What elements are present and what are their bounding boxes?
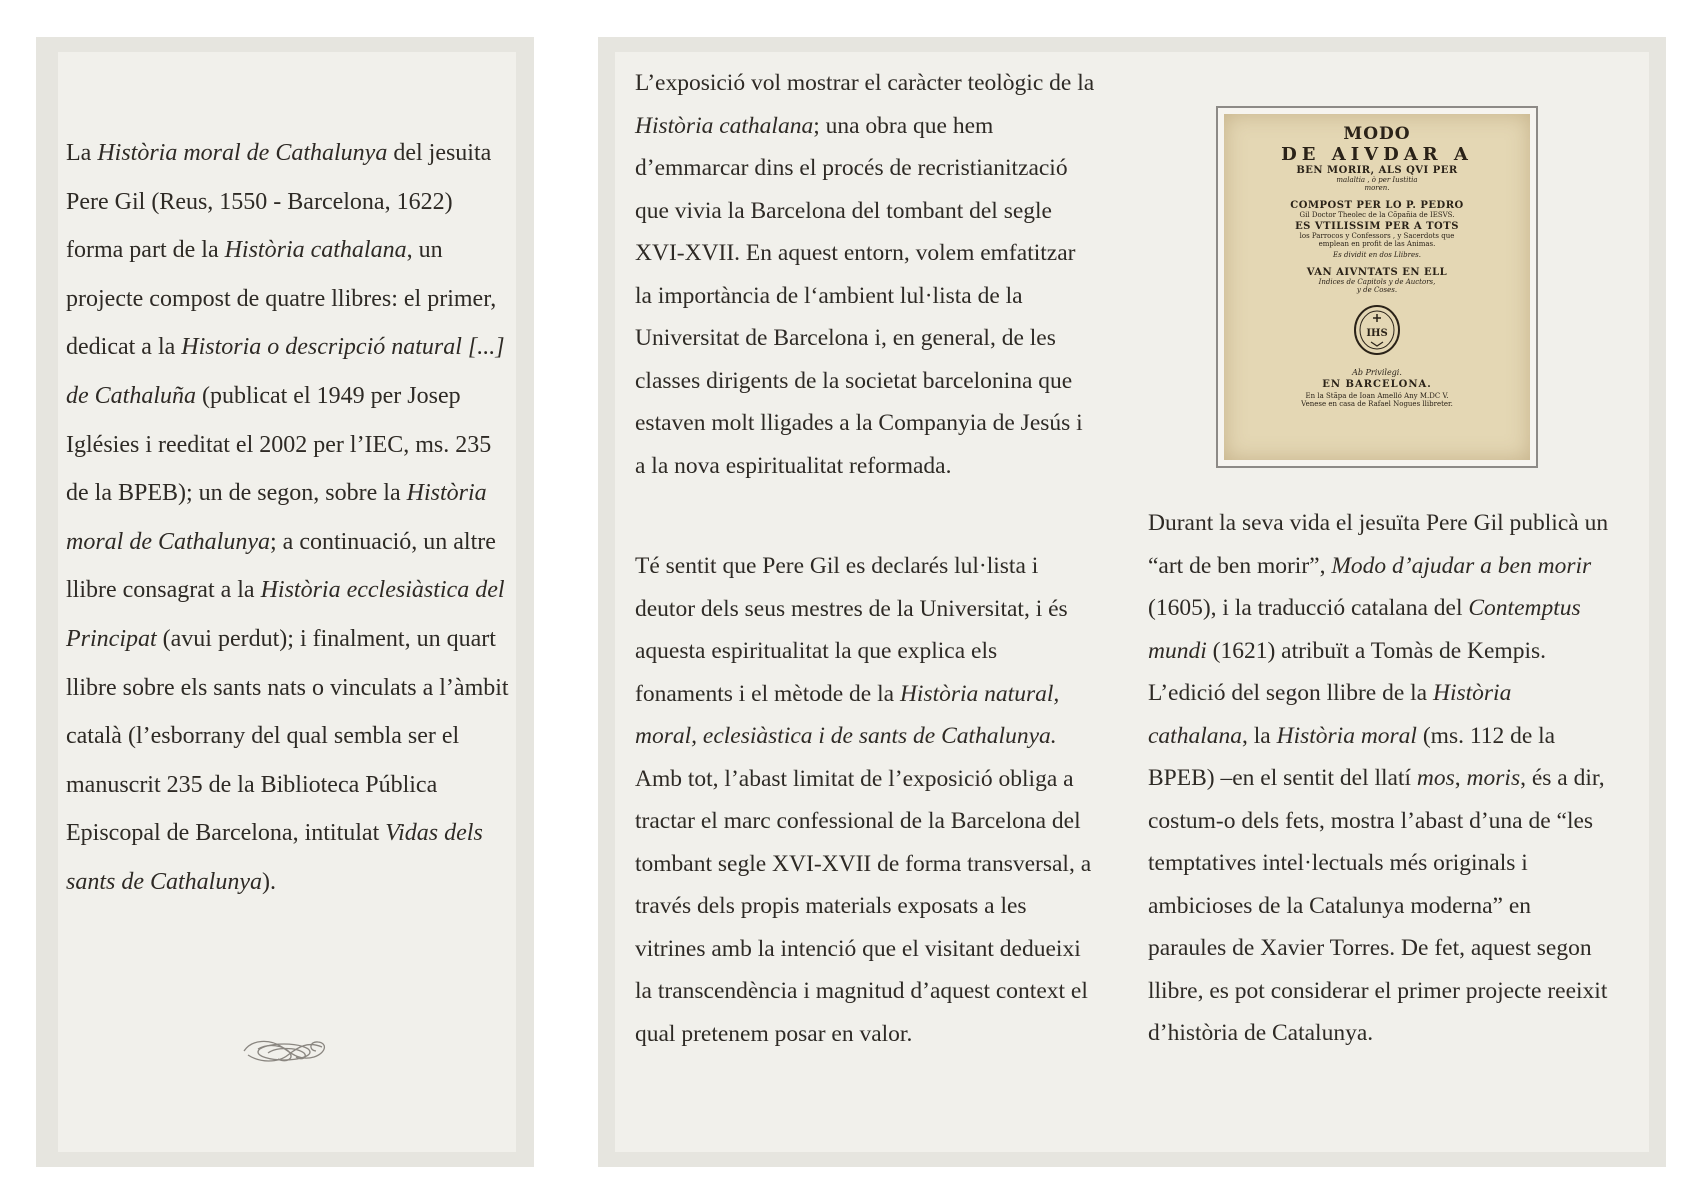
- italic-text-run: Història moral: [1276, 722, 1417, 749]
- book-line: emplean en profit de las Animas.: [1318, 240, 1436, 248]
- italic-text-run: Història ecclesiàstica del Principat: [66, 577, 505, 652]
- book-line: MODO: [1343, 124, 1411, 144]
- text-run: (ms. 112 de la BPEB) –en el sentit del llatí: [1148, 722, 1556, 791]
- italic-text-run: mos: [1416, 765, 1455, 791]
- book-line: Venese en casa de Rafael Nogues llibreter.: [1301, 400, 1453, 408]
- middle-column-paragraph-1: [635, 62, 1097, 487]
- book-line: VAN AIVNTATS EN ELL: [1306, 267, 1448, 278]
- left-column-paragraph: [66, 129, 514, 907]
- book-line: Ab Privilegi.: [1352, 368, 1402, 377]
- book-line: y de Coses.: [1356, 286, 1398, 294]
- book-title-page-image: [1216, 106, 1538, 468]
- middle-column-paragraph-2: [635, 545, 1097, 1055]
- italic-text-run: Història cathalana: [224, 237, 407, 264]
- book-line: los Parrocos y Confessors , y Sacerdots que: [1299, 232, 1455, 240]
- text-run: del jesuita Pere Gil (Reus, 1550 - Barcelona, 1622) forma part de la: [66, 140, 492, 264]
- text-run: , un projecte compost de quatre llibres: el primer, dedicat a la: [66, 237, 497, 361]
- book-line: DE AIVDAR A: [1281, 144, 1473, 165]
- text-run: (1621) atribuït a Tomàs de Kempis. L’edició del segon llibre de la: [1148, 637, 1547, 706]
- seal-monogram: IHS: [1366, 328, 1388, 339]
- book-line: moren.: [1364, 184, 1390, 192]
- book-line: EN BARCELONA.: [1322, 379, 1432, 390]
- right-column-paragraph: [1148, 502, 1610, 1055]
- text-run: Té sentit que Pere Gil es declarés lul·lista i deutor dels seus mestres de la Universitat, i és aquesta espiritualitat la que explica els fonaments i el mètode de la: [635, 553, 1068, 707]
- book-line: Gil Doctor Theolec de la Cõpañia de IESVS.: [1299, 211, 1455, 219]
- book-line: ES VTILISSIM PER A TOTS: [1295, 221, 1459, 232]
- book-line: Es dividit en dos Llibres.: [1333, 251, 1421, 259]
- flourish-ornament-icon: [238, 1033, 334, 1069]
- book-line: COMPOST PER LO P. PEDRO: [1290, 200, 1464, 211]
- italic-text-run: Historia o descripció natural [...] de Cathaluña: [66, 334, 505, 409]
- italic-text-run: Història natural, moral, eclesiàstica i de sants de Cathalunya.: [635, 680, 1060, 749]
- book-line: Indices de Capitols y de Auctors,: [1318, 278, 1436, 286]
- text-run: (1605), i la traducció catalana del: [1148, 595, 1469, 621]
- italic-text-run: Història moral de Cathalunya: [97, 140, 388, 166]
- italic-text-run: Modo d’ajudar a ben morir: [1331, 552, 1592, 579]
- text-run: , la: [1242, 722, 1277, 749]
- text-run: ).: [262, 868, 276, 895]
- text-run: , és a dir, costum-o dels fets, mostra l’abast d’una de “les temptatives intel·lectuals més originals i ambicioses de la Catalunya moderna” en paraules de Xavier Torres. De fet, aquest segon llibre, es pot considerar el primer projecte reeixit d’història de Catalunya.: [1148, 765, 1608, 1046]
- italic-text-run: moris: [1466, 765, 1521, 791]
- text-run: ,: [1454, 765, 1467, 791]
- book-line: BEN MORIR, ALS QVI PER: [1296, 165, 1458, 176]
- italic-text-run: Contemptus mundi: [1148, 595, 1581, 664]
- book-line: En la Stãpa de Ioan Amelló Any M.DC V.: [1305, 392, 1449, 400]
- italic-text-run: Història cathalana: [635, 112, 814, 139]
- italic-text-run: Vidas dels sants de Cathalunya: [66, 820, 483, 895]
- text-run: ; una obra que hem d’emmarcar dins el procés de recristianització que vivia la Barcelona del tombant del segle XVI-XVII. En aquest entorn, volem emfatitzar la importància de l‘ambient lul·lista de la Universitat de Barcelona i, en general, de les classes dirigents de la societat barcelonina que estaven molt lligades a la Companyia de Jesús i a la nova espiritualitat reformada.: [635, 112, 1083, 479]
- text-run: La: [66, 140, 98, 166]
- italic-text-run: Història cathalana: [1148, 680, 1512, 749]
- text-run: ; a continuació, un altre llibre consagrat a la: [66, 528, 496, 604]
- jesuit-seal-icon: [1351, 304, 1403, 356]
- text-run: L’exposició vol mostrar el caràcter teològic de la: [635, 70, 1095, 96]
- text-run: Amb tot, l’abast limitat de l’exposició obliga a tractar el marc confessional de la Barcelona del tombant segle XVI-XVII de forma transversal, a través dels propis materials exposats a les vitrines amb la intenció que el visitant dedueixi la transcendència i magnitud d’aquest context el qual pretenem posar en valor.: [635, 765, 1092, 1047]
- text-run: (avui perdut); i finalment, un quart llibre sobre els sants nats o vinculats a l’àmbit català (l’esborrany del qual sembla ser el manuscrit 235 de la Biblioteca Pública Episcopal de Barcelona, intitulat: [66, 625, 509, 847]
- text-run: (publicat el 1949 per Josep Iglésies i reeditat el 2002 per l’IEC, ms. 235 de la BPEB); un de segon, sobre la: [66, 382, 492, 507]
- book-title-page: [1224, 114, 1530, 460]
- book-line: malaltia , ò per Iustitia: [1336, 176, 1418, 184]
- text-run: Durant la seva vida el jesuïta Pere Gil publicà un “art de ben morir”,: [1148, 510, 1609, 579]
- italic-text-run: Història moral de Cathalunya: [66, 480, 487, 555]
